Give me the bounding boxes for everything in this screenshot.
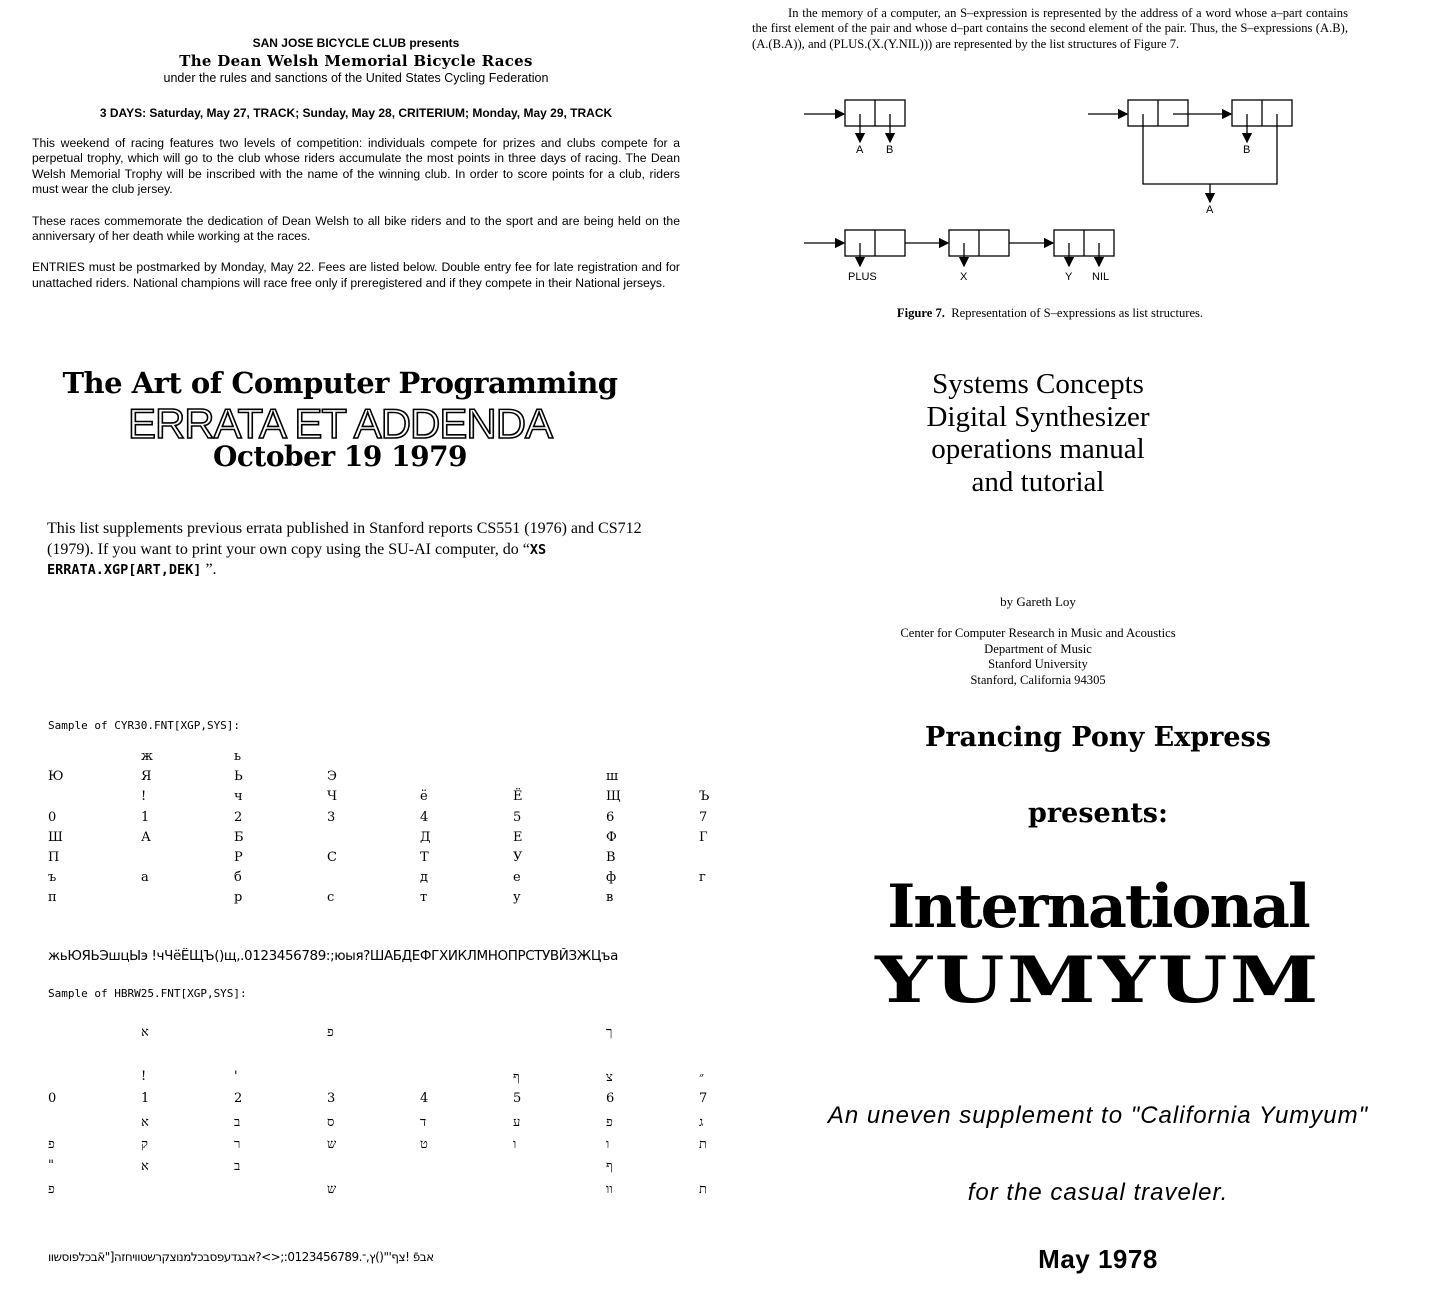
glyph-cell: Ф (606, 829, 617, 845)
figure-7-caption (752, 306, 1348, 321)
synth-title-line: operations manual (931, 433, 1145, 465)
bicycle-club-line: SAN JOSE BICYCLE CLUB presents (252, 36, 460, 50)
glyph-cell: ט (420, 1136, 428, 1152)
glyph-cell: ס (327, 1114, 335, 1130)
glyph-cell: ב (234, 1159, 241, 1175)
supplement-end: ”. (201, 561, 217, 578)
glyph-row (48, 749, 748, 769)
label-nil: NIL (1092, 271, 1110, 283)
pony-date: May 1978 (1038, 1244, 1158, 1274)
glyph-cell: ״ (699, 1069, 704, 1085)
glyph-cell: Р (234, 849, 243, 865)
glyph-cell: 6 (606, 809, 615, 825)
glyph-row (48, 1091, 748, 1113)
glyph-row (48, 769, 748, 789)
bicycle-rules-line: under the rules and sanctions of the United States Cycling Federation (163, 71, 549, 85)
label-plus: PLUS (848, 271, 877, 283)
glyph-cell: ר (234, 1136, 241, 1152)
taocp-title: The Art of Computer Programming (62, 366, 618, 400)
glyph-row (48, 890, 748, 910)
glyph-cell: в (606, 890, 614, 906)
glyph-cell: 3 (327, 809, 336, 825)
glyph-cell: א (141, 1159, 149, 1175)
glyph-cell: א (141, 1114, 149, 1130)
supplement-text: This list supplements previous errata published in Stanford reports CS551 (1976) and CS712 (1979). If you want to print your own copy using the SU-AI computer, do “ (47, 520, 642, 558)
glyph-cell: ш (606, 769, 619, 785)
glyph-cell: Э (327, 769, 337, 785)
bicycle-flyer (32, 36, 680, 291)
glyph-cell: א (141, 1025, 149, 1040)
glyph-cell: פ (48, 1136, 55, 1152)
hebrew-sample-label: Sample of HBRW25.FNT[XGP,SYS]: (48, 987, 247, 1000)
glyph-cell: ג (699, 1114, 704, 1130)
glyph-cell: 1 (141, 1091, 150, 1107)
glyph-cell: ך (606, 1025, 613, 1040)
glyph-cell: 6 (606, 1091, 615, 1107)
glyph-cell: Ъ (699, 789, 710, 805)
glyph-row (48, 1024, 748, 1046)
pony-heading: Prancing Pony Express (925, 722, 1271, 753)
glyph-cell: ב (234, 1114, 241, 1130)
hebrew-sample-strip: אבפֿ !צף'"()ץ,־.0123456789:;<>?אבגדעפסבכלמנוצקרשטוויחזה["אֿבכלפוסשוו (48, 1250, 434, 1264)
glyph-cell: Ю (48, 769, 64, 785)
hebrew-sample-grid (48, 1024, 748, 1203)
cyrillic-sample-label: Sample of CYR30.FNT[XGP,SYS]: (48, 719, 241, 732)
glyph-cell: ъ (48, 870, 57, 886)
glyph-cell: פ (606, 1114, 613, 1130)
synth-title-line: and tutorial (971, 465, 1105, 498)
glyph-row (48, 1181, 748, 1203)
glyph-cell: б (234, 870, 242, 886)
glyph-cell: 2 (234, 1091, 243, 1107)
glyph-cell: 3 (327, 1091, 336, 1107)
pony-title-international: International (887, 872, 1309, 942)
figure-7-caption-text: Representation of S–expressions as list structures. (951, 306, 1204, 320)
glyph-cell: 7 (699, 809, 708, 825)
glyph-row (48, 1046, 748, 1068)
bicycle-paragraph-1: This weekend of racing features two levels of competition: individuals compete for prizes and clubs compete for a perpetual trophy, which will go to the club whose riders accumulate the most points in three days of racing. The Dean Welsh Memorial Trophy will be inscribed with the name of the winning club. In order to score points for a club, riders must wear the club jersey. (32, 136, 680, 197)
glyph-cell: ч (234, 789, 243, 805)
glyph-cell: Г (699, 829, 708, 845)
glyph-cell: ! (141, 1068, 147, 1084)
glyph-cell: Е (513, 829, 523, 845)
glyph-cell: ф (606, 870, 617, 886)
glyph-cell: т (420, 890, 428, 906)
glyph-cell: ' (234, 1068, 238, 1084)
glyph-cell: פ (48, 1181, 55, 1197)
synth-author: by Gareth Loy (1000, 594, 1076, 609)
figure-7-caption-label: Figure 7. (896, 306, 945, 320)
glyph-cell: ё (420, 789, 428, 805)
glyph-cell: 5 (513, 809, 522, 825)
glyph-cell: Щ (606, 789, 621, 805)
errata-date: October 19 1979 (212, 440, 468, 473)
label-a-1: A (856, 144, 864, 156)
cyrillic-sample-grid (48, 749, 748, 911)
synth-title (880, 368, 1196, 498)
glyph-cell: у (513, 890, 521, 906)
glyph-cell: Ч (327, 789, 338, 805)
glyph-cell: ת (699, 1181, 707, 1197)
label-y: Y (1065, 271, 1073, 283)
glyph-cell: וו (606, 1181, 613, 1197)
label-b-1: B (886, 144, 894, 156)
sexpr-paragraph-text: In the memory of a computer, an S–expression is represented by the address of a word whose a–part contains the first element of the pair and whose d–part contains the second element of the pair. Thus, the S–expressions (A.B), (A.(B.A)), and (PLUS.(X.(Y.NIL))) are represented by the list structures of Figure 7. (752, 6, 1348, 51)
glyph-cell: ק (141, 1136, 148, 1152)
pony-subtitle-2: for the casual traveler. (967, 1179, 1229, 1206)
glyph-cell: П (48, 849, 60, 865)
glyph-row (48, 850, 748, 870)
pony-presents: presents: (1028, 798, 1168, 829)
glyph-cell: ש (327, 1136, 337, 1152)
glyph-cell: ж (141, 749, 153, 764)
label-b-2: B (1243, 144, 1251, 156)
synth-title-line: Systems Concepts (932, 368, 1144, 400)
glyph-cell: У (513, 849, 523, 865)
glyph-cell: " (48, 1158, 54, 1174)
bicycle-paragraph-3: ENTRIES must be postmarked by Monday, May 22. Fees are listed below. Double entry fee for late registration and for unattached riders. National champions will race free only if preregistered and if they compete in their National jerseys. (32, 260, 680, 290)
glyph-cell: е (513, 870, 521, 886)
cyrillic-sample-strip: жьЮЯЬЭшцЫэ !чЧёЁЩЪ()щ,.0123456789:;юыя?ШАБДЕФГХИКЛМНОПРСТУВЙЗЖЦъа (48, 948, 618, 964)
glyph-cell: 4 (420, 1091, 429, 1107)
sexpr-paragraph (752, 6, 1348, 52)
glyph-cell: С (327, 849, 337, 865)
glyph-cell: פ (327, 1025, 334, 1040)
bicycle-races-title: The Dean Welsh Memorial Bicycle Races (179, 52, 533, 70)
glyph-cell: ו (513, 1136, 517, 1152)
glyph-cell: ף (606, 1159, 613, 1175)
glyph-cell: Т (420, 849, 429, 865)
errata-text: ERRATA ET ADDENDA (127, 400, 553, 446)
glyph-cell: г (699, 870, 706, 886)
glyph-cell: 7 (699, 1091, 708, 1107)
glyph-cell: р (234, 890, 243, 906)
pony-title-yumyum: YUMYUM (875, 943, 1321, 1018)
supplement-command: XS ERRATA.XGP[ART,DEK] (47, 541, 547, 578)
label-a-2: A (1206, 204, 1214, 216)
glyph-cell: 0 (48, 1091, 57, 1107)
glyph-row (48, 830, 748, 850)
glyph-row (48, 1158, 748, 1180)
glyph-cell: ו (606, 1136, 610, 1152)
glyph-cell: с (327, 890, 335, 906)
synth-address (840, 626, 1236, 688)
figure-7-diagram (800, 90, 1320, 290)
glyph-cell: В (606, 849, 616, 865)
bicycle-paragraph-2: These races commemorate the dedication of Dean Welsh to all bike riders and to the sport and are being held on the anniversary of her death while working at the races. (32, 213, 680, 244)
pony-subtitle: An uneven supplement to "California Yumyum" (827, 1102, 1369, 1129)
glyph-cell: ת (699, 1136, 707, 1152)
glyph-cell: ע (513, 1114, 521, 1130)
glyph-row (48, 1069, 748, 1091)
synth-address-line: Center for Computer Research in Music and Acoustics (900, 626, 1176, 640)
glyph-cell: Д (420, 829, 431, 845)
glyph-row (48, 789, 748, 809)
glyph-cell: п (48, 890, 57, 906)
glyph-cell: צ (606, 1069, 613, 1085)
glyph-row (48, 810, 748, 830)
label-x: X (960, 271, 968, 283)
glyph-cell: 1 (141, 809, 150, 825)
glyph-cell: ד (420, 1114, 427, 1130)
glyph-cell: 0 (48, 809, 57, 825)
glyph-cell: 4 (420, 809, 429, 825)
glyph-row (48, 870, 748, 890)
glyph-cell: а (141, 870, 149, 886)
synth-address-line: Department of Music (984, 641, 1092, 656)
glyph-cell: Ш (48, 829, 63, 845)
bicycle-days-line: 3 DAYS: Saturday, May 27, TRACK; Sunday, May 28, CRITERIUM; Monday, May 29, TRACK (99, 106, 613, 120)
synth-title-line: Digital Synthesizer (926, 400, 1150, 433)
glyph-cell: А (141, 829, 151, 845)
glyph-cell: ь (234, 749, 242, 764)
glyph-cell: ! (141, 789, 147, 805)
synth-address-line: Stanford, California 94305 (970, 672, 1106, 687)
supplement-paragraph (47, 519, 647, 581)
synth-address-line: Stanford University (988, 657, 1088, 671)
glyph-cell: ף (513, 1069, 520, 1085)
glyph-cell: д (420, 870, 429, 886)
glyph-row (48, 1136, 748, 1158)
glyph-cell: Я (141, 769, 152, 785)
glyph-cell: 2 (234, 809, 243, 825)
glyph-cell: ש (327, 1181, 337, 1197)
glyph-row (48, 1114, 748, 1136)
glyph-cell: 5 (513, 1091, 522, 1107)
glyph-cell: Б (234, 829, 244, 845)
glyph-cell: Ь (234, 769, 243, 785)
glyph-cell: Ё (513, 789, 523, 805)
